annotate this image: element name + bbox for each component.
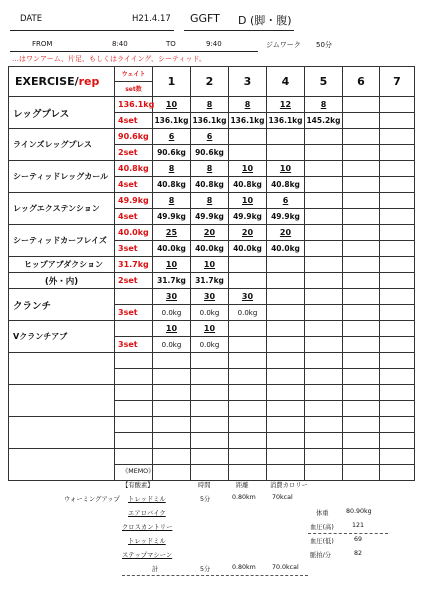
- workout-log-sheet: [6, 4, 419, 595]
- set-weight-cell: [305, 273, 343, 289]
- bp-low-label: 血圧(低): [310, 538, 334, 545]
- rep-count-cell: [343, 129, 380, 145]
- empty-cell: [229, 417, 267, 433]
- empty-cell: [229, 385, 267, 401]
- rep-count-cell: [343, 257, 380, 273]
- rep-count-cell: 10: [191, 257, 229, 273]
- set-weight-cell: 40.8kg: [153, 177, 191, 193]
- empty-exercise-name: [9, 417, 115, 449]
- set-weight-cell: [305, 209, 343, 225]
- set-weight-cell: [305, 337, 343, 353]
- set-weight-cell: 136.1kg: [153, 113, 191, 129]
- rep-count-cell: [343, 289, 380, 305]
- set-weight-cell: [380, 113, 415, 129]
- set-weight-cell: [267, 305, 305, 321]
- exercise-row: [9, 257, 415, 273]
- exercise-weight: [115, 321, 153, 337]
- empty-cell: [343, 433, 380, 449]
- exercise-weight: 40.8kg: [115, 161, 153, 177]
- memo-section: [6, 466, 419, 594]
- aerobike-label: エアロバイク: [128, 510, 166, 517]
- exercise-set-count: 4set: [115, 113, 153, 129]
- exercise-name: シーティッドレッグカール: [9, 161, 115, 193]
- set-weight-cell: 49.9kg: [153, 209, 191, 225]
- set-weight-cell: [229, 273, 267, 289]
- rep-count-cell: 10: [267, 161, 305, 177]
- total-divider: [122, 575, 308, 576]
- empty-cell: [153, 353, 191, 369]
- set-weight-cell: [380, 337, 415, 353]
- exercise-set-count: 3set: [115, 241, 153, 257]
- empty-cell: [343, 417, 380, 433]
- rep-count-cell: 20: [267, 225, 305, 241]
- set-weight-cell: 0.0kg: [153, 305, 191, 321]
- set-weight-cell: [380, 241, 415, 257]
- set-weight-cell: 40.8kg: [229, 177, 267, 193]
- empty-cell: [115, 369, 153, 385]
- total-distance: 0.80km: [232, 564, 256, 571]
- set-weight-cell: [305, 145, 343, 161]
- time-column-header: 時間: [198, 482, 211, 489]
- empty-cell: [115, 417, 153, 433]
- rep-count-cell: 20: [191, 225, 229, 241]
- set-weight-cell: [305, 241, 343, 257]
- set-weight-cell: [343, 209, 380, 225]
- set-weight-cell: 49.9kg: [191, 209, 229, 225]
- set-weight-cell: 90.6kg: [153, 145, 191, 161]
- set-weight-cell: [343, 337, 380, 353]
- set-weight-cell: [267, 273, 305, 289]
- set-weight-cell: [380, 305, 415, 321]
- empty-cell: [343, 401, 380, 417]
- from-value: 8:40: [112, 40, 128, 48]
- distance-column-header: 距離: [236, 482, 249, 489]
- rep-count-cell: 10: [191, 321, 229, 337]
- rep-count-cell: [267, 257, 305, 273]
- set-column-6: 6: [343, 67, 380, 97]
- set-weight-cell: [305, 305, 343, 321]
- exercise-set-count: 3set: [115, 305, 153, 321]
- rep-count-cell: [380, 97, 415, 113]
- gym-label: ジムワーク: [266, 41, 301, 49]
- rep-count-cell: 10: [229, 161, 267, 177]
- rep-count-cell: 6: [153, 129, 191, 145]
- rep-count-cell: [305, 257, 343, 273]
- exercise-weight: [115, 289, 153, 305]
- rep-count-cell: [380, 193, 415, 209]
- set-weight-cell: 136.1kg: [229, 113, 267, 129]
- rep-count-cell: [267, 321, 305, 337]
- rep-count-cell: [343, 161, 380, 177]
- empty-cell: [153, 433, 191, 449]
- empty-cell: [380, 417, 415, 433]
- vitals-divider: [308, 533, 388, 534]
- empty-cell: [115, 433, 153, 449]
- rep-count-cell: 10: [153, 321, 191, 337]
- crosscountry-label: クロスカントリー: [122, 524, 173, 531]
- rep-count-cell: 30: [153, 289, 191, 305]
- body-weight-label: 体重: [316, 510, 329, 517]
- rep-count-cell: 8: [229, 97, 267, 113]
- empty-cell: [343, 353, 380, 369]
- exercise-name: ラインズレッグプレス: [9, 129, 115, 161]
- program-name: GGFT: [190, 12, 220, 25]
- exercise-row: [9, 97, 415, 113]
- pulse-value: 82: [354, 550, 363, 557]
- rep-count-cell: [305, 289, 343, 305]
- empty-cell: [267, 353, 305, 369]
- exercise-name: Vクランチアブ: [9, 321, 115, 353]
- empty-cell: [229, 433, 267, 449]
- rep-count-cell: 8: [305, 97, 343, 113]
- rep-count-cell: [343, 193, 380, 209]
- rep-count-cell: 8: [191, 97, 229, 113]
- rep-count-cell: [380, 225, 415, 241]
- empty-row: [9, 385, 415, 401]
- exercise-name: ヒップアブダクション: [9, 257, 115, 273]
- exercise-weight: 49.9kg: [115, 193, 153, 209]
- empty-cell: [115, 385, 153, 401]
- exercise-weight: 31.7kg: [115, 257, 153, 273]
- exercise-set-count: 2set: [115, 145, 153, 161]
- exercise-row: [9, 129, 415, 145]
- empty-cell: [153, 369, 191, 385]
- rep-count-cell: [343, 225, 380, 241]
- set-weight-cell: 145.2kg: [305, 113, 343, 129]
- time-row: [10, 38, 412, 52]
- treadmill-1-time: 5分: [200, 496, 211, 503]
- empty-cell: [115, 401, 153, 417]
- empty-cell: [229, 353, 267, 369]
- exercise-set-count: 2set: [115, 273, 153, 289]
- date-value: H21.4.17: [132, 14, 171, 24]
- empty-row: [9, 449, 415, 465]
- set-weight-cell: 49.9kg: [229, 209, 267, 225]
- empty-row: [9, 417, 415, 433]
- pulse-label: 脈拍/分: [310, 552, 332, 559]
- empty-cell: [191, 369, 229, 385]
- set-weight-cell: [343, 145, 380, 161]
- empty-cell: [191, 417, 229, 433]
- exercise-name: クランチ: [9, 289, 115, 321]
- empty-exercise-name: [9, 385, 115, 417]
- warmup-label: ウォーミングアップ: [64, 496, 120, 503]
- notation-note: …はワンアーム、片足、もしくはライイング、シーティッド。: [12, 55, 206, 63]
- empty-cell: [305, 433, 343, 449]
- rep-count-cell: 12: [267, 97, 305, 113]
- rep-count-cell: [305, 193, 343, 209]
- treadmill-1-calorie: 70kcal: [272, 494, 293, 501]
- set-weight-cell: 40.0kg: [191, 241, 229, 257]
- empty-cell: [115, 353, 153, 369]
- rep-count-cell: [267, 129, 305, 145]
- total-time: 5分: [200, 566, 211, 573]
- exercise-row: [9, 225, 415, 241]
- rep-count-cell: 20: [229, 225, 267, 241]
- treadmill-1-distance: 0.80km: [232, 494, 256, 501]
- rep-count-cell: [305, 321, 343, 337]
- gym-duration: 50分: [316, 41, 332, 49]
- empty-cell: [267, 369, 305, 385]
- to-value: 9:40: [206, 40, 222, 48]
- rep-count-cell: 30: [191, 289, 229, 305]
- empty-cell: [343, 385, 380, 401]
- set-weight-cell: [343, 273, 380, 289]
- set-column-1: 1: [153, 67, 191, 97]
- empty-cell: [191, 401, 229, 417]
- aerobic-label: 【有酸素】: [122, 482, 154, 489]
- rep-count-cell: [380, 129, 415, 145]
- empty-cell: [267, 385, 305, 401]
- rep-count-cell: [229, 129, 267, 145]
- focus-area: D (脚・腹): [238, 14, 292, 27]
- set-column-7: 7: [380, 67, 415, 97]
- set-weight-cell: 0.0kg: [153, 337, 191, 353]
- set-column-3: 3: [229, 67, 267, 97]
- rep-count-cell: 25: [153, 225, 191, 241]
- exercise-row: [9, 161, 415, 177]
- exercise-row: [9, 321, 415, 337]
- empty-cell: [229, 449, 267, 465]
- set-weight-cell: [343, 305, 380, 321]
- set-weight-cell: 49.9kg: [267, 209, 305, 225]
- exercise-row: [9, 193, 415, 209]
- rep-count-cell: 6: [267, 193, 305, 209]
- rep-count-cell: [343, 97, 380, 113]
- rep-count-cell: 8: [191, 193, 229, 209]
- set-weight-cell: [267, 337, 305, 353]
- set-weight-cell: 136.1kg: [267, 113, 305, 129]
- sets-header: set数: [115, 82, 153, 97]
- empty-cell: [115, 449, 153, 465]
- empty-cell: [380, 449, 415, 465]
- empty-cell: [305, 401, 343, 417]
- rep-count-cell: [380, 257, 415, 273]
- set-weight-cell: 0.0kg: [191, 305, 229, 321]
- empty-cell: [267, 417, 305, 433]
- set-column-5: 5: [305, 67, 343, 97]
- total-calorie: 70.0kcal: [272, 564, 299, 571]
- date-label: DATE: [20, 14, 43, 24]
- empty-cell: [191, 353, 229, 369]
- empty-cell: [191, 385, 229, 401]
- set-weight-cell: [380, 145, 415, 161]
- set-weight-cell: [343, 241, 380, 257]
- set-weight-cell: 0.0kg: [191, 337, 229, 353]
- rep-count-cell: 8: [153, 161, 191, 177]
- set-weight-cell: 40.0kg: [229, 241, 267, 257]
- rep-count-cell: 10: [153, 257, 191, 273]
- empty-cell: [305, 417, 343, 433]
- rep-count-cell: [305, 225, 343, 241]
- set-weight-cell: [380, 209, 415, 225]
- empty-cell: [343, 369, 380, 385]
- empty-cell: [153, 401, 191, 417]
- set-weight-cell: [305, 177, 343, 193]
- set-column-2: 2: [191, 67, 229, 97]
- time-underline: [10, 51, 258, 52]
- exercise-subtitle: (外・内): [9, 273, 115, 289]
- rep-count-cell: 8: [191, 161, 229, 177]
- title-underline: [184, 30, 294, 31]
- set-weight-cell: 0.0kg: [229, 305, 267, 321]
- set-weight-cell: 40.0kg: [153, 241, 191, 257]
- empty-cell: [380, 385, 415, 401]
- set-weight-cell: 31.7kg: [153, 273, 191, 289]
- rep-count-cell: 30: [229, 289, 267, 305]
- set-weight-cell: 40.0kg: [267, 241, 305, 257]
- bp-high-label: 血圧(高): [310, 524, 334, 531]
- treadmill-1-label: トレッドミル: [128, 496, 166, 503]
- empty-cell: [153, 417, 191, 433]
- rep-count-cell: 10: [229, 193, 267, 209]
- rep-count-cell: [229, 257, 267, 273]
- set-weight-cell: 40.8kg: [191, 177, 229, 193]
- exercise-weight: 90.6kg: [115, 129, 153, 145]
- exercise-name: レッグプレス: [9, 97, 115, 129]
- calorie-column-header: 消費カロリー: [270, 482, 308, 489]
- empty-cell: [153, 385, 191, 401]
- total-label: 計: [152, 566, 159, 573]
- exercise-weight: 136.1kg: [115, 97, 153, 113]
- set-weight-cell: [343, 113, 380, 129]
- empty-cell: [305, 369, 343, 385]
- weight-header: ウェイト: [115, 67, 153, 82]
- rep-count-cell: [305, 129, 343, 145]
- rep-count-cell: 8: [153, 193, 191, 209]
- exercise-set-count: 4set: [115, 209, 153, 225]
- empty-cell: [153, 449, 191, 465]
- exercise-set-count: 4set: [115, 177, 153, 193]
- empty-cell: [380, 369, 415, 385]
- set-weight-cell: [380, 273, 415, 289]
- set-weight-cell: 40.8kg: [267, 177, 305, 193]
- set-weight-cell: [229, 145, 267, 161]
- empty-cell: [267, 449, 305, 465]
- empty-cell: [229, 369, 267, 385]
- from-label: FROM: [32, 40, 53, 48]
- rep-count-cell: [267, 289, 305, 305]
- set-weight-cell: 136.1kg: [191, 113, 229, 129]
- empty-cell: [380, 401, 415, 417]
- header-row: [10, 10, 412, 28]
- empty-cell: [267, 433, 305, 449]
- treadmill-2-label: トレッドミル: [128, 538, 166, 545]
- empty-cell: [380, 353, 415, 369]
- rep-count-cell: [380, 289, 415, 305]
- set-column-4: 4: [267, 67, 305, 97]
- exercise-name: レッグエクステンション: [9, 193, 115, 225]
- exercise-set-count: 3set: [115, 337, 153, 353]
- set-weight-cell: 90.6kg: [191, 145, 229, 161]
- to-label: TO: [166, 40, 176, 48]
- set-weight-cell: [229, 337, 267, 353]
- rep-header: rep: [78, 75, 100, 88]
- exercise-weight: 40.0kg: [115, 225, 153, 241]
- stepmachine-label: ステップマシーン: [122, 552, 173, 559]
- set-weight-cell: [267, 145, 305, 161]
- exercise-row: [9, 289, 415, 305]
- exercise-header: EXERCISE/rep: [9, 67, 115, 97]
- empty-cell: [305, 353, 343, 369]
- empty-exercise-name: [9, 353, 115, 385]
- body-weight-value: 80.90kg: [346, 508, 372, 515]
- empty-cell: [305, 449, 343, 465]
- empty-cell: [267, 401, 305, 417]
- set-weight-cell: [343, 177, 380, 193]
- date-underline: [10, 30, 174, 31]
- set-weight-cell: 31.7kg: [191, 273, 229, 289]
- rep-count-cell: [343, 321, 380, 337]
- empty-row: [9, 353, 415, 369]
- rep-count-cell: [305, 161, 343, 177]
- set-weight-cell: [380, 177, 415, 193]
- rep-count-cell: [380, 161, 415, 177]
- exercise-name: シーティッドカーフレイズ: [9, 225, 115, 257]
- rep-count-cell: 6: [191, 129, 229, 145]
- rep-count-cell: 10: [153, 97, 191, 113]
- empty-cell: [305, 385, 343, 401]
- empty-cell: [191, 449, 229, 465]
- rep-count-cell: [380, 321, 415, 337]
- empty-cell: [343, 449, 380, 465]
- empty-cell: [380, 433, 415, 449]
- exercise-table: [8, 66, 415, 481]
- bp-low-value: 69: [354, 536, 363, 543]
- bp-high-value: 121: [352, 522, 365, 529]
- rep-count-cell: [229, 321, 267, 337]
- memo-title: 《MEMO》: [122, 468, 155, 475]
- empty-cell: [191, 433, 229, 449]
- empty-cell: [229, 401, 267, 417]
- exercise-row-weights: [9, 273, 415, 289]
